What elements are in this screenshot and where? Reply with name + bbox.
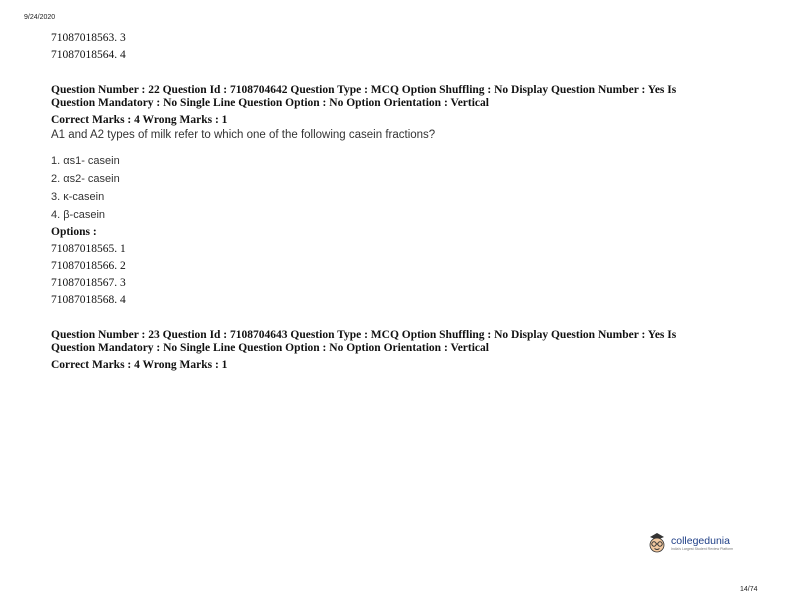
question-header: Question Mandatory : No Single Line Question Option : No Option Orientation : Vertical — [51, 97, 489, 109]
option-line: 71087018564. 4 — [51, 49, 126, 61]
option-line: 71087018567. 3 — [51, 277, 126, 289]
option-line: 71087018568. 4 — [51, 294, 126, 306]
option-line: 71087018563. 3 — [51, 32, 126, 44]
choice-item: 2. αs2- casein — [51, 173, 120, 185]
question-header: Question Mandatory : No Single Line Question Option : No Option Orientation : Vertical — [51, 342, 489, 354]
page-number: 14/74 — [740, 586, 758, 593]
option-line: 71087018565. 1 — [51, 243, 126, 255]
choice-item: 3. κ-casein — [51, 191, 105, 203]
option-line: 71087018566. 2 — [51, 260, 126, 272]
question-block-23 — [51, 329, 751, 374]
marks-line: Correct Marks : 4 Wrong Marks : 1 — [51, 114, 228, 126]
choice-item: 4. β-casein — [51, 209, 106, 221]
logo-wordmark: collegedunia — [671, 534, 730, 547]
logo-tagline: India's Largest Student Review Platform — [671, 546, 734, 551]
question-block-22 — [51, 84, 751, 309]
marks-line: Correct Marks : 4 Wrong Marks : 1 — [51, 359, 228, 371]
choice-list — [51, 152, 751, 224]
mascot-icon — [646, 531, 668, 555]
choice-item: 1. αs1- casein — [51, 155, 120, 167]
question-header: Question Number : 22 Question Id : 7108704642 Question Type : MCQ Option Shuffling : No Display Question Number : Yes Is — [51, 84, 677, 96]
question-header: Question Number : 23 Question Id : 7108704643 Question Type : MCQ Option Shuffling : No Display Question Number : Yes Is — [51, 329, 677, 341]
question-text: A1 and A2 types of milk refer to which one of the following casein fractions? — [51, 129, 436, 141]
document-body — [51, 30, 751, 374]
collegedunia-logo — [646, 531, 733, 555]
print-date: 9/24/2020 — [24, 14, 56, 21]
options-label: Options : — [51, 226, 97, 238]
